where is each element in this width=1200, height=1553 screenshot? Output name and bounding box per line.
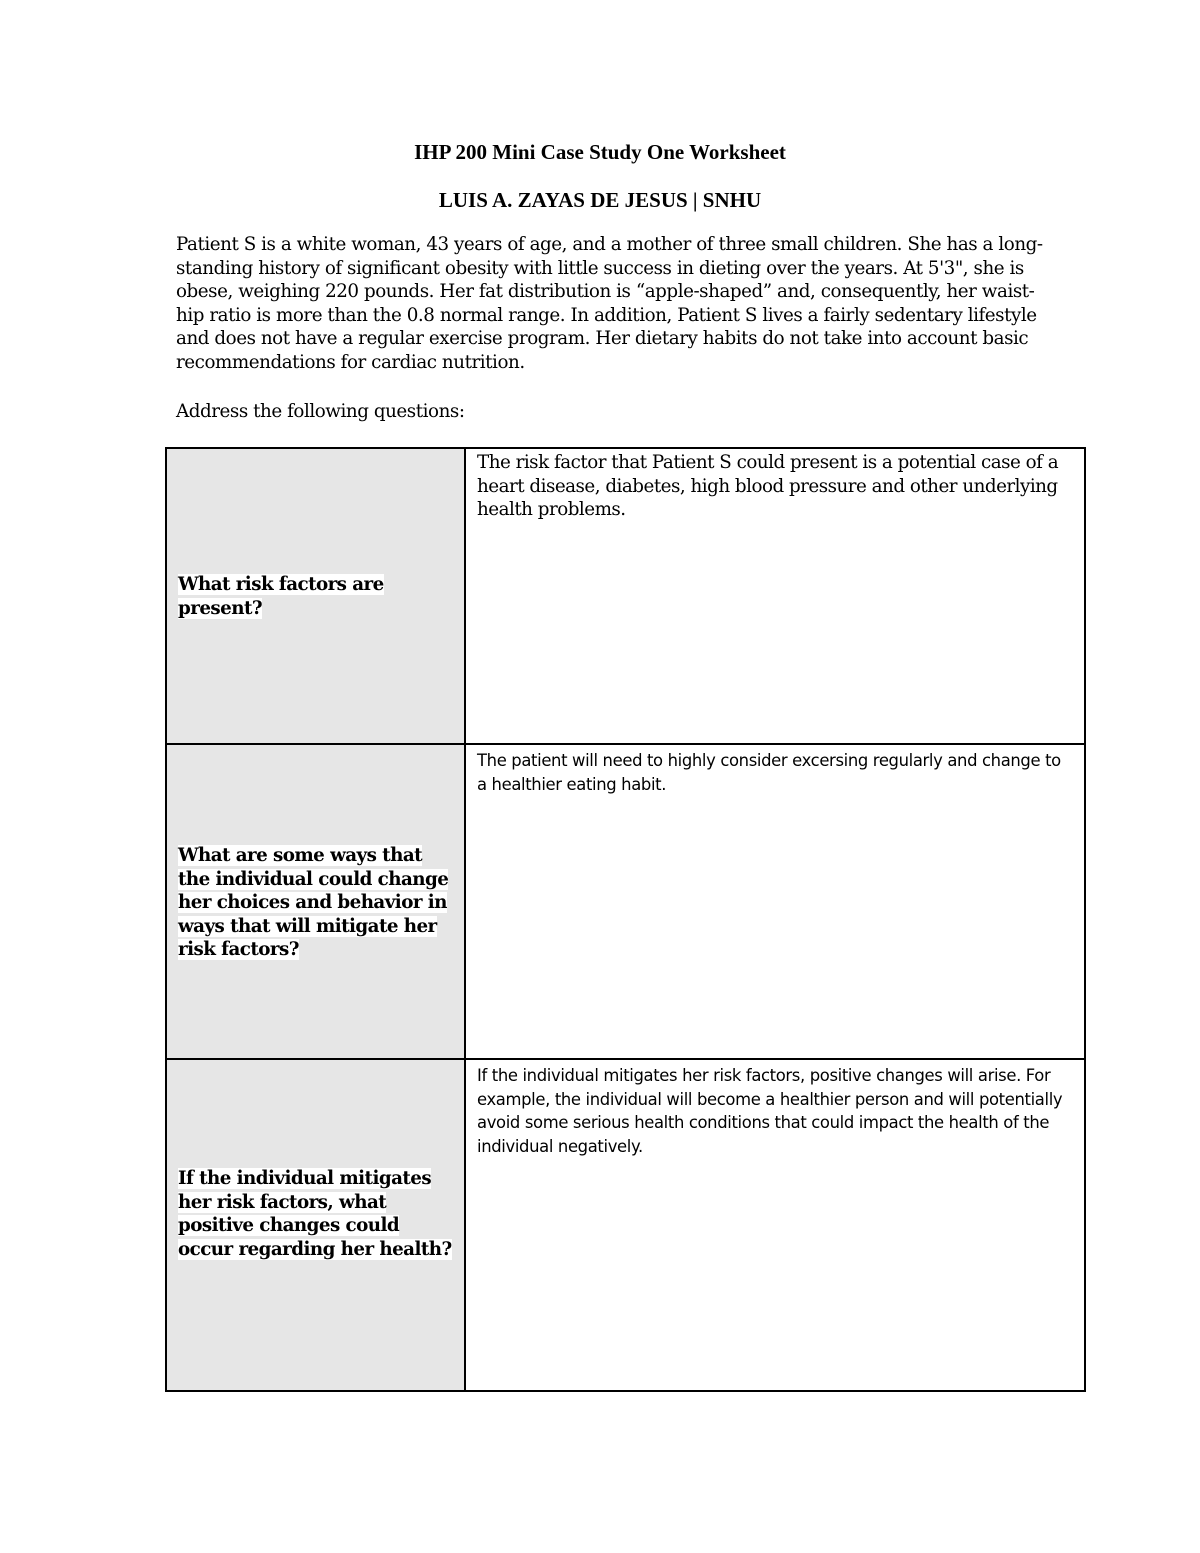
answer-cell[interactable] [465,1059,1085,1391]
instructions: Address the following questions: [176,401,465,422]
document-title: IHP 200 Mini Case Study One Worksheet [414,140,786,164]
questions-table [165,447,1086,1392]
question-text [178,1167,456,1261]
table-row [166,448,1085,744]
question-label: If the individual mitigates her risk factors, what positive changes could occur regarding her health? [178,1168,452,1260]
question-label: What risk factors are present? [178,574,384,619]
answer-text: The risk factor that Patient S could present is a potential case of a heart disease, diabetes, high blood pressure and other underlying health problems. [477,452,1059,521]
answer-cell[interactable] [465,448,1085,744]
question-cell [166,448,465,744]
answer-text: The patient will need to highly consider excersing regularly and change to a healthier eating habit. [477,751,1061,794]
table-row [166,1059,1085,1391]
answer-text: If the individual mitigates her risk factors, positive changes will arise. For example, the individual will become a healthier person and will potentially avoid some serious health conditions that could impact the health of the individual negatively. [477,1066,1063,1156]
question-label: What are some ways that the individual could change her choices and behavior in ways that will mitigate her risk factors? [178,845,449,961]
author-line: LUIS A. ZAYAS DE JESUS | SNHU [438,188,762,212]
question-text [178,844,456,962]
question-cell [166,1059,465,1391]
question-cell [166,744,465,1059]
case-description: Patient S is a white woman, 43 years of age, and a mother of three small children. She has a long-standing history of significant obesity with little success in dieting over the years. At 5'3", she is obese, weighing 220 pounds. Her fat distribution is “apple-shaped” and, consequently, her waist-hip ratio is more than the 0.8 normal range. In addition, Patient S lives a fairly sedentary lifestyle and does not have a regular exercise program. Her dietary habits do not take into account basic recommendations for cardiac nutrition. [176,234,1043,373]
table-row [166,744,1085,1059]
question-text [178,573,456,620]
answer-cell[interactable] [465,744,1085,1059]
